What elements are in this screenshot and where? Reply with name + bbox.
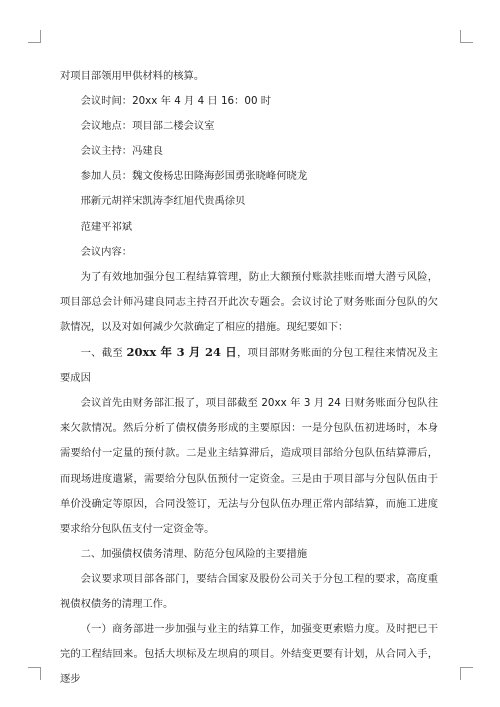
meeting-time: 会议时间：20xx 年 4 月 4 日 16：00 时	[80, 95, 272, 108]
item-1-paragraph: （一）商务部进一步加强与业主的结算工作，加强变更索赔力度。及时把已干完的工程结回来。包括大坝标及左坝肩的项目。外结变更要有计划，从合同入手，逐步	[60, 623, 438, 686]
section-1-heading	[60, 340, 438, 391]
attendees-line-2: 邢新元胡祥宋凯涛李红旭代贵禹徐贝	[80, 195, 246, 208]
section-1-suffix: ，项目部财务账面的分包工程往来情况及主要成因	[60, 347, 438, 385]
section-1-body: 会议首先由财务部汇报了，项目部截至 20xx 年 3 月 24 日财务账面分包队往来欠款情况。然后分析了债权债务形成的主要原因：一是分包队伍初进场时，本身需要给付一定量的预付款。二是业主结算滞后，造成项目部给分包队伍结算滞后，而现场进度遣紧，需要给分包队伍预付一定资金。三是由于项目部与分包队伍由于单价没确定等原因，合同没签订，无法与分包队伍办理正常内部结算，而施工进度要求给分包队伍支付一定资金等。	[60, 397, 438, 535]
section-1-prefix: 一、截至	[80, 347, 127, 360]
crop-mark-top-right	[460, 30, 473, 43]
crop-mark-bottom-left	[28, 667, 41, 680]
attendees-line-1: 参加人员：魏文俊杨忠田隆海彭国勇张晓峰何晓龙	[80, 170, 308, 183]
crop-mark-bottom-right	[460, 667, 473, 680]
attendees-line-3: 范建平祁斌	[80, 220, 133, 233]
document-page	[60, 64, 438, 692]
crop-mark-top-left	[28, 30, 41, 43]
content-label: 会议内容：	[80, 245, 133, 258]
meeting-place: 会议地点：项目部二楼会议室	[80, 120, 215, 133]
meeting-host: 会议主持：冯建良	[80, 145, 163, 158]
text-line-continuation: 对项目部领用甲供材料的核算。	[60, 70, 205, 82]
section-2-heading: 二、加强债权债务清理、防范分包风险的主要措施	[80, 547, 308, 560]
intro-paragraph: 为了有效地加强分包工程结算管理，防止大额预付账款挂账而增大潜亏风险，项目部总会计师冯建良同志主持召开此次专题会。会议讨论了财务账面分包队的欠款情况，以及对如何减少欠款确定了相应的措施。现纪要如下：	[60, 270, 438, 333]
section-1-date: 20xx 年 3 月 24 日	[126, 345, 238, 360]
section-2-body: 会议要求项目部各部门，要结合国家及股份公司关于分包工程的要求，高度重视债权债务的清理工作。	[60, 572, 438, 610]
